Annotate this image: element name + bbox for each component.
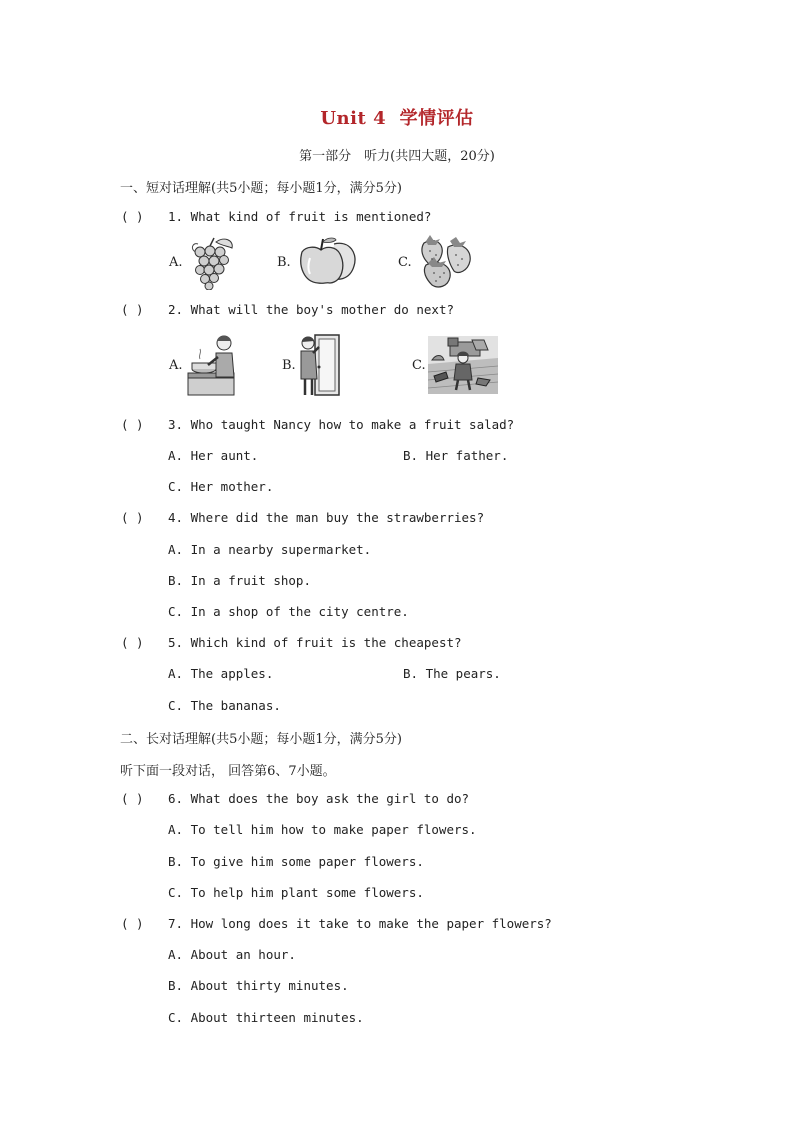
- option-a: A. The apples.: [168, 666, 274, 681]
- option-a: A. About an hour.: [168, 947, 296, 962]
- option-label-b: B.: [282, 358, 296, 373]
- question-5: [121, 635, 462, 650]
- option-b: B. The pears.: [403, 666, 501, 681]
- question-number: 6.: [168, 791, 184, 806]
- section2-heading: 二、长对话理解(共5小题；每小题1分，满分5分): [120, 732, 402, 747]
- option-label-a: A.: [169, 255, 183, 270]
- apples-icon: [296, 236, 358, 286]
- option-b: B. To give him some paper flowers.: [168, 854, 424, 869]
- answer-blank[interactable]: ( ): [121, 302, 144, 317]
- answer-blank[interactable]: ( ): [121, 791, 144, 806]
- question-number: 3.: [168, 417, 184, 432]
- option-c: C. In a shop of the city centre.: [168, 604, 409, 619]
- question-6: [121, 791, 469, 806]
- question-number: 4.: [168, 510, 184, 525]
- part-subtitle: 第一部分 听力(共四大题，20分): [299, 149, 495, 164]
- question-3: [121, 417, 514, 432]
- title-cn: 学情评估: [399, 108, 474, 129]
- question-text: Where did the man buy the strawberries?: [190, 510, 485, 525]
- option-c: C. To help him plant some flowers.: [168, 885, 424, 900]
- grapes-icon: [188, 234, 238, 290]
- question-7: [121, 916, 552, 931]
- woman-cooking-icon: [186, 333, 238, 397]
- question-number: 1.: [168, 209, 184, 224]
- question-text: What kind of fruit is mentioned?: [190, 209, 432, 224]
- section2-instruction: 听下面一段对话， 回答第6、7小题。: [120, 764, 336, 779]
- woman-at-door-icon: [297, 333, 343, 397]
- option-a: A. Her aunt.: [168, 448, 259, 463]
- question-number: 7.: [168, 916, 184, 931]
- question-text: What does the boy ask the girl to do?: [190, 791, 470, 806]
- option-b: B. About thirty minutes.: [168, 978, 349, 993]
- answer-blank[interactable]: ( ): [121, 510, 144, 525]
- answer-blank[interactable]: ( ): [121, 209, 144, 224]
- title-unit: Unit 4: [320, 108, 387, 129]
- option-c: C. About thirteen minutes.: [168, 1010, 364, 1025]
- option-c: C. The bananas.: [168, 698, 281, 713]
- question-text: Who taught Nancy how to make a fruit salad?: [190, 417, 515, 432]
- option-label-b: B.: [277, 255, 291, 270]
- option-label-c: C.: [398, 255, 412, 270]
- question-text: What will the boy's mother do next?: [190, 302, 454, 317]
- answer-blank[interactable]: ( ): [121, 635, 144, 650]
- option-b: B. In a fruit shop.: [168, 573, 311, 588]
- question-number: 5.: [168, 635, 184, 650]
- option-label-c: C.: [412, 358, 426, 373]
- answer-blank[interactable]: ( ): [121, 417, 144, 432]
- option-b: B. Her father.: [403, 448, 509, 463]
- option-a: A. In a nearby supermarket.: [168, 542, 372, 557]
- option-c: C. Her mother.: [168, 479, 274, 494]
- option-label-a: A.: [169, 358, 183, 373]
- question-text: How long does it take to make the paper flowers?: [190, 916, 552, 931]
- answer-blank[interactable]: ( ): [121, 916, 144, 931]
- messy-room-icon: [428, 336, 498, 394]
- strawberries-icon: [416, 235, 474, 289]
- option-a: A. To tell him how to make paper flowers.: [168, 822, 477, 837]
- question-number: 2.: [168, 302, 184, 317]
- section1-heading: 一、短对话理解(共5小题；每小题1分，满分5分): [120, 181, 402, 196]
- question-2: [121, 302, 454, 317]
- page-title: [0, 104, 794, 130]
- question-1: [121, 209, 431, 224]
- question-text: Which kind of fruit is the cheapest?: [190, 635, 462, 650]
- question-4: [121, 510, 484, 525]
